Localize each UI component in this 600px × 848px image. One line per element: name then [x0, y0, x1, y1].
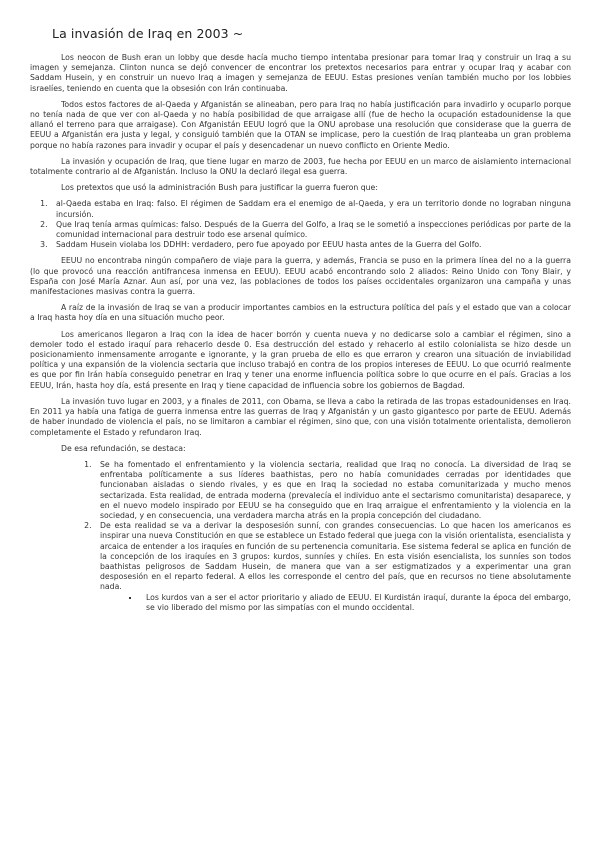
paragraph: A raíz de la invasión de Iraq se van a producir importantes cambios en la estructura política del país y el estado que van a colocar a Iraq hasta hoy día en una situación mucho peor.: [30, 303, 571, 323]
list-item: 2. Que Iraq tenía armas químicas: falso. Después de la Guerra del Golfo, a Iraq se le sometió a inspecciones periódicas por parte de la comunidad internacional para destruir todo ese arsenal químico.: [50, 220, 571, 240]
document-title: La invasión de Iraq en 2003 ~: [52, 26, 244, 41]
list-item-text: De esta realidad se va a derivar la desposesión sunní, con grandes consecuencias. Lo que hacen los americanos es inspirar una nueva Constitución en que se establece un Estado federal que juega con la visión orientalista, esencialista y arcaica de entender a los iraquíes en función de su pertenencia comunitaria. Ese sistema federal se aplica en función de la concepción de los iraquíes en 3 grupos: kurdos, sunníes y chiíes. En esta visión esencialista, los sunníes son todos baathistas peligrosos de Saddam Husein, de manera que van a ser estigmatizados y a experimentar una gran desposesión en el reparto federal. A ellos les corresponde el centro del país, que en recursos no tiene absolutamente nada.: [100, 521, 571, 592]
sub-list-item: ▪ Los kurdos van a ser el actor prioritario y aliado de EEUU. El Kurdistán iraquí, durante la época del embargo, se vio liberado del mismo por las simpatías con el mundo occidental.: [140, 593, 571, 613]
list-item-text: Se ha fomentado el enfrentamiento y la violencia sectaria, realidad que Iraq no conocía. La diversidad de Iraq se enfrentaba políticamente a sus líderes baathistas, pero no había comunidades cerradas por identidades que funcionaban aisladas o siendo rivales, y es que en Iraq la sociedad no estaba comunitarizada y mucho menos sectarizada. Esta realidad, de entrada moderna (prevalecía el individuo ante el sectarismo comunitarista) desaparece, y en el nuevo modelo inspirado por EEUU se ha conseguido que en Iraq arraigue el enfrentamiento y la violencia en la sociedad, y en consecuencia, una verdadera marcha atrás en la propia concepción del ciudadano.: [100, 459, 571, 520]
pretexts-list: [30, 199, 571, 250]
sub-list: [100, 593, 571, 613]
list-item: 3. Saddam Husein violaba los DDHH: verdadero, pero fue apoyado por EEUU hasta antes de la Guerra del Golfo.: [50, 240, 571, 250]
paragraph: Los pretextos que usó la administración Bush para justificar la guerra fueron que:: [61, 183, 378, 193]
paragraph: Los neocon de Bush eran un lobby que desde hacía mucho tiempo intentaba presionar para tomar Iraq y construir un Iraq a su imagen y semejanza. Clinton nunca se dejó convencer de encontrar los pretextos necesarios para entrar y ocupar Iraq y acabar con Saddam Husein, y en construir un nuevo Iraq a imagen y semejanza de EEUU. Estas presiones venían también mucho por los lobbies israelíes, teniendo en cuenta que la obsesión con Irán continuaba.: [30, 53, 571, 93]
refundacion-list: [72, 460, 571, 613]
list-item: [94, 460, 571, 521]
paragraph: EEUU no encontraba ningún compañero de viaje para la guerra, y además, Francia se puso en la primera línea del no a la guerra (lo que provocó una reacción antifrancesa inmensa en EEUU). EEUU acabó encontrando solo 2 aliados: Reino Unido con Tony Blair, y España con José María Aznar. Aun así, por una vez, las poblaciones de todos los países occidentales organizaron una campaña y unas manifestaciones masivas contra la guerra.: [30, 256, 571, 297]
paragraph: Los americanos llegaron a Iraq con la idea de hacer borrón y cuenta nueva y no dedicarse solo a cambiar el régimen, sino a demoler todo el estado iraquí para rehacerlo desde 0. Esa destrucción del estado y rehacerlo al estilo colonialista se hizo desde un posicionamiento inmensamente arrogante e ignorante, y la gran prueba de ello es que erraron y crearon una situación de inviabilidad política y una expansión de la violencia sectaria que incluso trabajó en contra de los propios intereses de EEUU. Lo que ocurrió realmente es que por fin Irán había conseguido penetrar en Iraq y tener una enorme influencia política sobre lo que ocurre en el país. Gracias a los EEUU, Irán, hasta hoy día, está presente en Iraq y tiene capacidad de influencia sobre los gobiernos de Bagdad.: [30, 329, 571, 390]
paragraph: La invasión tuvo lugar en 2003, y a finales de 2011, con Obama, se lleva a cabo la retirada de las tropas estadounidenses en Iraq. En 2011 ya había una fatiga de guerra inmensa entre las guerras de Iraq y Afganistán y un gasto gigantesco por parte de EEUU. Además de haber inundado de violencia el país, no se limitaron a cambiar el régimen, sino que, con una visión totalmente orientalista, demolieron completamente el Estado y refundaron Iraq.: [30, 396, 571, 437]
paragraph: La invasión y ocupación de Iraq, que tiene lugar en marzo de 2003, fue hecha por EEUU en un marco de aislamiento internacional totalmente contrario al de Afganistán. Incluso la ONU la declaró ilegal esa guerra.: [30, 156, 571, 177]
list-item: [94, 521, 571, 613]
paragraph: Todos estos factores de al-Qaeda y Afganistán se alineaban, pero para Iraq no había justificación para invadirlo y ocuparlo porque no tenía nada de que ver con al-Qaeda y no había posibilidad de que arraigase allí (fue de hecho la ocupación estadounidense la que allanó el terreno para que arraigase). Con Afganistán EEUU logró que la ONU aprobase una resolución que considerase que la guerra de EEUU a Afganistán era justa y legal, y consiguió también que la OTAN se implicase, pero la cuestión de Iraq planteaba un gran problema porque no había razones para invadir y ocupar el país y desencadenar un nuevo conflicto en Oriente Medio.: [30, 99, 571, 150]
document-body: [30, 53, 571, 613]
paragraph: De esa refundación, se destaca:: [61, 443, 186, 453]
list-item: 1. al-Qaeda estaba en Iraq: falso. El régimen de Saddam era el enemigo de al-Qaeda, y era un territorio donde no lograban ninguna incursión.: [50, 199, 571, 219]
